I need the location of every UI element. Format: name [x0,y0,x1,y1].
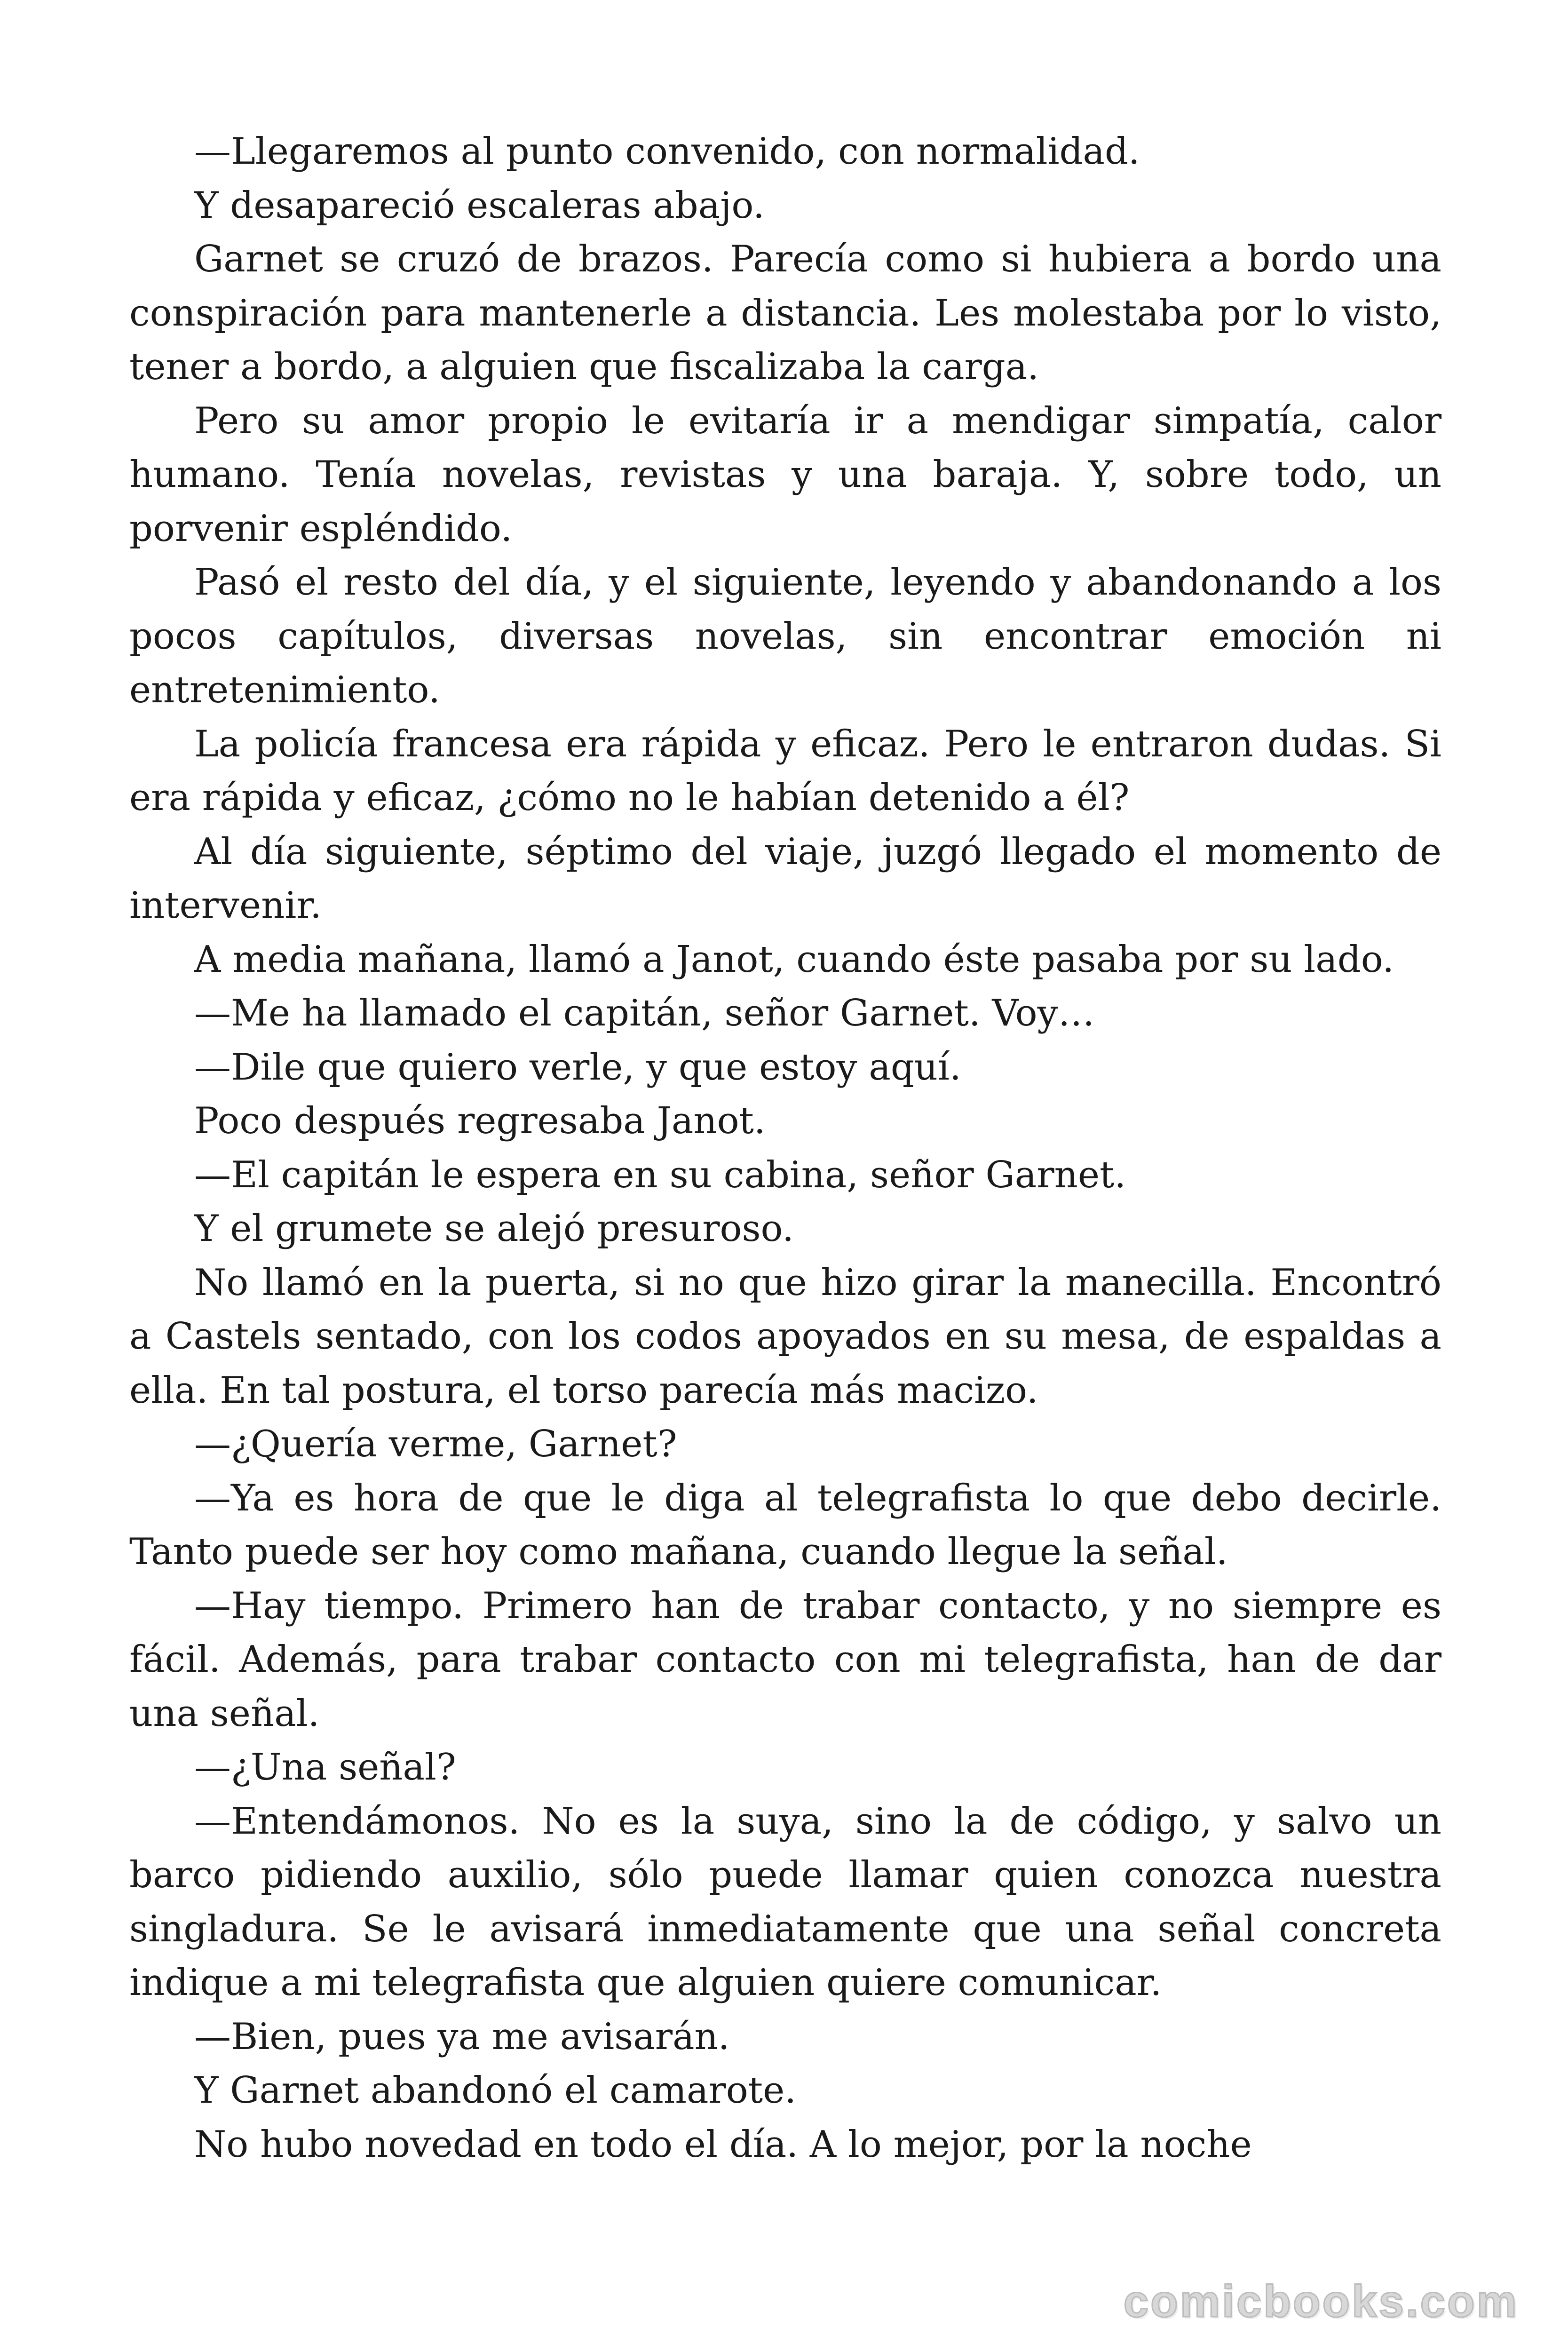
paragraph: No llamó en la puerta, si no que hizo girar la manecilla. Encontró a Castels sentado, con los codos apoyados en su mesa, de espaldas a ella. En tal postura, el torso parecía más macizo. [129,1261,1441,1412]
watermark: comicbooks.com [1123,2276,1519,2327]
paragraph: —Me ha llamado el capitán, señor Garnet. Voy… [194,992,1095,1034]
paragraph: —¿Quería verme, Garnet? [194,1423,677,1465]
paragraph: Garnet se cruzó de brazos. Parecía como si hubiera a bordo una conspiración para mantenerle a distancia. Les molestaba por lo visto, tener a bordo, a alguien que fiscalizaba la carga. [129,238,1441,388]
paragraph: —Bien, pues ya me avisarán. [194,2015,730,2058]
paragraph: No hubo novedad en todo el día. A lo mejor, por la noche [194,2123,1252,2166]
paragraph: Y Garnet abandonó el camarote. [194,2069,797,2112]
paragraph: Poco después regresaba Janot. [194,1100,766,1142]
paragraph: Pero su amor propio le evitaría ir a mendigar simpatía, calor humano. Tenía novelas, revistas y una baraja. Y, sobre todo, un porvenir espléndido. [129,399,1441,550]
paragraph: Y desapareció escaleras abajo. [194,184,765,227]
paragraph: Y el grumete se alejó presuroso. [194,1208,794,1250]
paragraph: —Ya es hora de que le diga al telegrafista lo que debo decirle. Tanto puede ser hoy como mañana, cuando llegue la señal. [129,1477,1441,1573]
paragraph: La policía francesa era rápida y eficaz. Pero le entraron dudas. Si era rápida y eficaz, ¿cómo no le habían detenido a él? [129,723,1441,819]
page-body-text [129,125,1441,2171]
paragraph: —El capitán le espera en su cabina, señor Garnet. [194,1153,1126,1196]
paragraph: —Entendámonos. No es la suya, sino la de código, y salvo un barco pidiendo auxilio, sólo puede llamar quien conozca nuestra singladura. Se le avisará inmediatamente que una señal concreta indique a mi telegrafista que alguien quiere comunicar. [129,1800,1441,2004]
paragraph: Al día siguiente, séptimo del viaje, juzgó llegado el momento de intervenir. [129,830,1441,927]
paragraph: —¿Una señal? [194,1746,456,1788]
paragraph: —Llegaremos al punto convenido, con normalidad. [194,130,1140,173]
paragraph: —Hay tiempo. Primero han de trabar contacto, y no siempre es fácil. Además, para trabar contacto con mi telegrafista, han de dar una señal. [129,1584,1441,1735]
paragraph: Pasó el resto del día, y el siguiente, leyendo y abandonando a los pocos capítulos, diversas novelas, sin encontrar emoción ni entretenimiento. [129,561,1441,711]
paragraph: —Dile que quiero verle, y que estoy aquí. [194,1046,961,1089]
paragraph: A media mañana, llamó a Janot, cuando éste pasaba por su lado. [194,938,1394,981]
